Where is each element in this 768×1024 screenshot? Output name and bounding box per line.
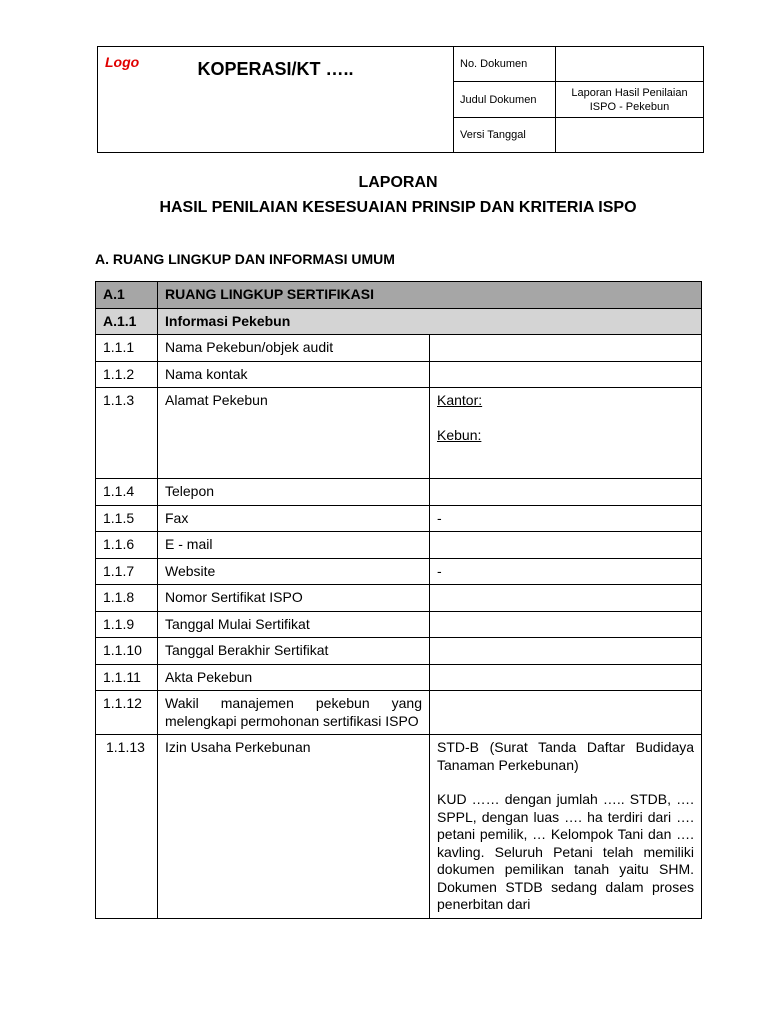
row-label: Nomor Sertifikat ISPO [158, 585, 430, 612]
table-row [96, 505, 702, 532]
header-code: A.1 [96, 282, 158, 309]
row-label: Akta Pekebun [158, 664, 430, 691]
doc-title-value-line2: ISPO - Pekebun [589, 100, 670, 113]
version-date-label: Versi Tanggal [454, 118, 556, 153]
table-row [96, 691, 702, 735]
row-code: 1.1.1 [96, 335, 158, 362]
doc-title-value-line1: Laporan Hasil Penilaian [571, 86, 688, 99]
row-label: Izin Usaha Perkebunan [158, 735, 430, 919]
table-row [96, 532, 702, 559]
row-label: Nama Pekebun/objek audit [158, 335, 430, 362]
doc-title-value [556, 82, 704, 118]
row-value: - [430, 505, 702, 532]
row-value [430, 664, 702, 691]
doc-number-label: No. Dokumen [454, 47, 556, 82]
table-row [96, 585, 702, 612]
table-row [96, 388, 702, 479]
row-value [430, 388, 702, 479]
row-code: 1.1.10 [96, 638, 158, 665]
row-code: 1.1.11 [96, 664, 158, 691]
table-header-row [96, 282, 702, 309]
table-row [96, 735, 702, 919]
row-code: 1.1.4 [96, 479, 158, 506]
subheader-code: A.1.1 [96, 308, 158, 335]
table-row [96, 638, 702, 665]
document-header [97, 46, 704, 153]
row-label: Fax [158, 505, 430, 532]
table-row [96, 335, 702, 362]
logo: Logo [105, 54, 140, 70]
header-label: RUANG LINGKUP SERTIFIKASI [158, 282, 702, 309]
row-value [430, 638, 702, 665]
table-row [96, 361, 702, 388]
row-label: Alamat Pekebun [158, 388, 430, 479]
row-value [430, 735, 702, 919]
row-code: 1.1.9 [96, 611, 158, 638]
row-label: Nama kontak [158, 361, 430, 388]
table-row [96, 611, 702, 638]
plantation-address-label: Kebun: [437, 426, 482, 443]
organization-name: KOPERASI/KT ….. [197, 59, 354, 79]
row-value [430, 585, 702, 612]
row-code: 1.1.8 [96, 585, 158, 612]
table-subheader-row [96, 308, 702, 335]
row-value [430, 691, 702, 735]
row-code: 1.1.5 [96, 505, 158, 532]
version-date-value [556, 118, 704, 153]
row-code: 1.1.6 [96, 532, 158, 559]
row-value [430, 335, 702, 362]
row-value: - [430, 558, 702, 585]
office-address-label: Kantor: [437, 392, 483, 408]
table-row [96, 479, 702, 506]
subheader-label: Informasi Pekebun [158, 308, 702, 335]
row-code: 1.1.12 [96, 691, 158, 735]
scope-table [95, 281, 702, 919]
row-label: Tanggal Berakhir Sertifikat [158, 638, 430, 665]
section-heading: A. RUANG LINGKUP DAN INFORMASI UMUM [95, 251, 395, 267]
row-label: Website [158, 558, 430, 585]
kud-description: KUD …… dengan jumlah ….. STDB, …. SPPL, dengan luas …. ha terdiri dari …. petani pemilik, … Kelompok Tani dan …. kavling. Seluruh Petani telah memiliki dokumen pemilikan tanah yaitu SHM. Dokumen STDB sedang dalam proses penerbitan dari [437, 791, 695, 912]
row-value [430, 532, 702, 559]
row-value [430, 611, 702, 638]
row-value [430, 361, 702, 388]
stdb-description: STD-B (Surat Tanda Daftar Budidaya Tanaman Perkebunan) [437, 739, 695, 773]
row-code: 1.1.3 [96, 388, 158, 479]
row-label: Telepon [158, 479, 430, 506]
row-label: E - mail [158, 532, 430, 559]
row-code: 1.1.7 [96, 558, 158, 585]
header-title-cell [98, 47, 454, 153]
row-code: 1.1.2 [96, 361, 158, 388]
row-label: Wakil manajemen pekebun yang melengkapi permohonan sertifikasi ISPO [158, 691, 430, 735]
doc-number-value [556, 47, 704, 82]
row-label: Tanggal Mulai Sertifikat [158, 611, 430, 638]
report-subtitle: HASIL PENILAIAN KESESUAIAN PRINSIP DAN KRITERIA ISPO [159, 199, 637, 216]
report-title: LAPORAN [358, 174, 438, 191]
row-code: 1.1.13 [96, 735, 158, 919]
table-row [96, 664, 702, 691]
row-value [430, 479, 702, 506]
doc-title-label: Judul Dokumen [454, 82, 556, 118]
table-row [96, 558, 702, 585]
